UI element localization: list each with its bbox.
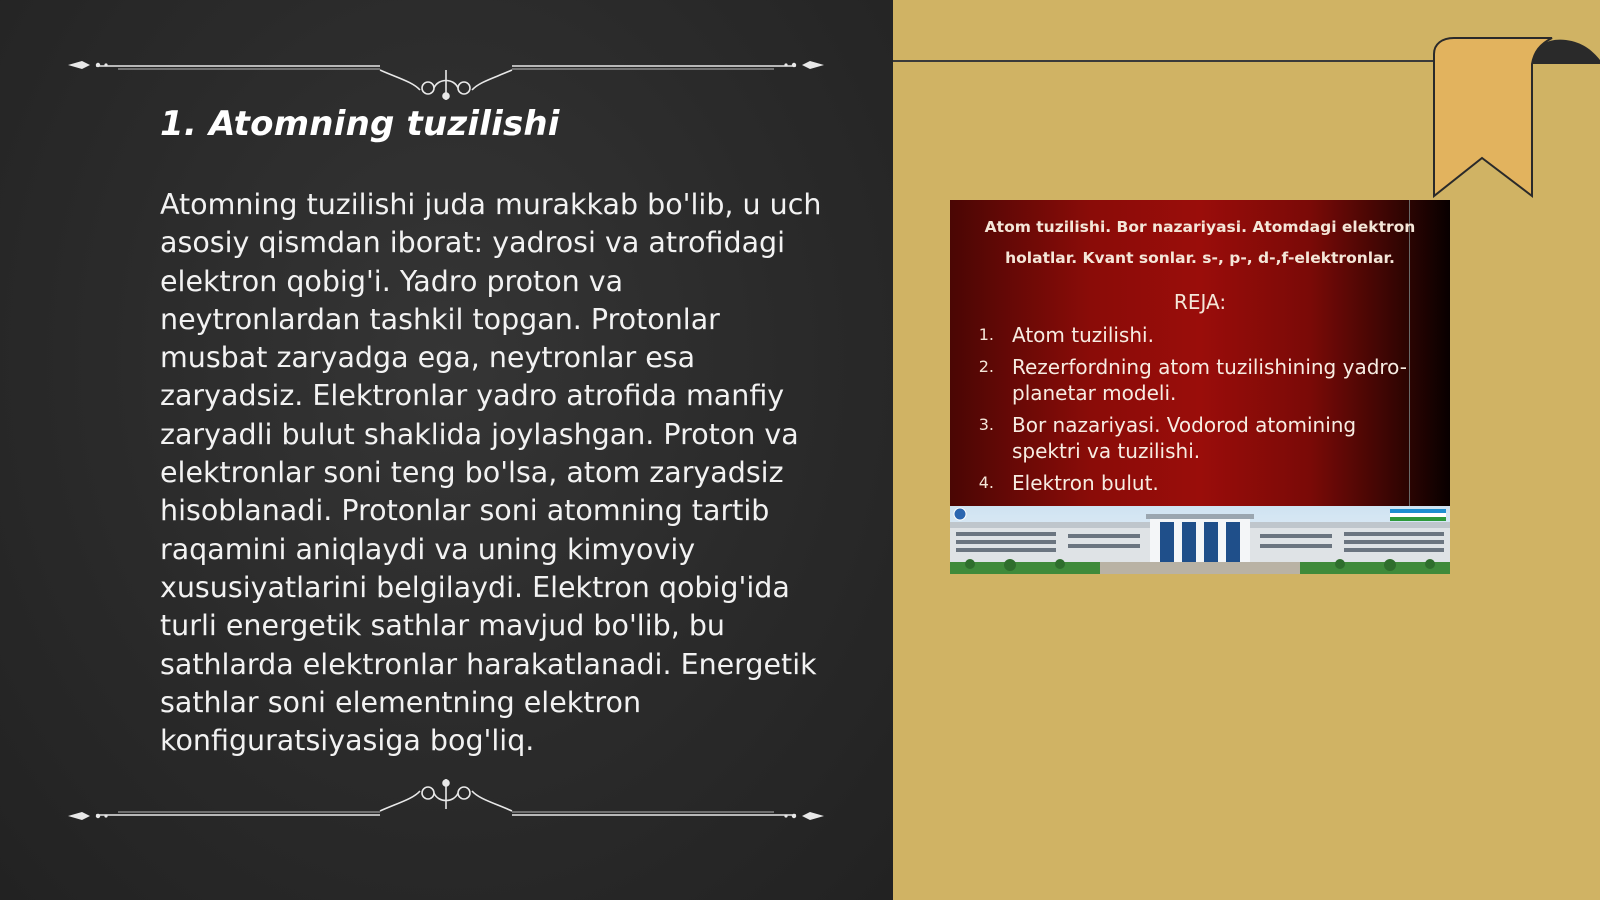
thumbnail-heading: Atom tuzilishi. Bor nazariyasi. Atomdagi elektron holatlar. Kvant sonlar. s-, p-, d-,f-elektronlar. xyxy=(984,218,1416,267)
list-item xyxy=(950,470,1420,496)
list-item xyxy=(950,412,1420,464)
list-item-text: Rezerfordning atom tuzilishining yadro-planetar modeli. xyxy=(1012,355,1407,405)
list-item-text: Bor nazariyasi. Vodorod atomining spektri va tuzilishi. xyxy=(1012,413,1357,463)
list-item-number: 1. xyxy=(978,325,994,344)
thumbnail-plan-list xyxy=(950,322,1420,502)
list-item-number: 2. xyxy=(978,357,994,376)
list-item-number: 4. xyxy=(978,473,994,492)
thumbnail-reja-label: REJA: xyxy=(1173,290,1227,314)
university-building-image xyxy=(950,506,1450,574)
list-item-text: Elektron bulut. xyxy=(1012,471,1159,495)
list-item-number: 3. xyxy=(978,415,994,434)
list-item xyxy=(950,354,1420,406)
bookmark-ribbon-icon xyxy=(1432,36,1600,200)
slide-title: 1. Atomning tuzilishi xyxy=(160,104,560,144)
list-item-text: Atom tuzilishi. xyxy=(1012,323,1154,347)
list-item xyxy=(950,322,1420,348)
slide-body-text: Atomning tuzilishi juda murakkab bo'lib, u uch asosiy qismdan iborat: yadrosi va atrofidagi elektron qobig'i. Yadro proton va neytronlardan tashkil topgan. Protonlar musbat zaryadga ega, neytronlar esa zaryadsiz. Elektronlar yadro atrofida manfiy zaryadli bulut shaklida joylashgan. Proton va elektronlar soni teng bo'lsa, atom zaryadsiz hisoblanadi. Protonlar soni atomning tartib raqamini aniqlaydi va uning kimyoviy xususiyatlarini belgilaydi. Elektron qobig'ida turli energetik sathlar mavjud bo'lib, bu sathlarda elektronlar harakatlanadi. Energetik sathlar soni elementning elektron konfiguratsiyasiga bog'liq. xyxy=(160,188,822,758)
top-ornament-divider xyxy=(68,52,824,102)
bottom-ornament-divider xyxy=(68,775,824,825)
embedded-slide-thumbnail xyxy=(950,200,1450,574)
